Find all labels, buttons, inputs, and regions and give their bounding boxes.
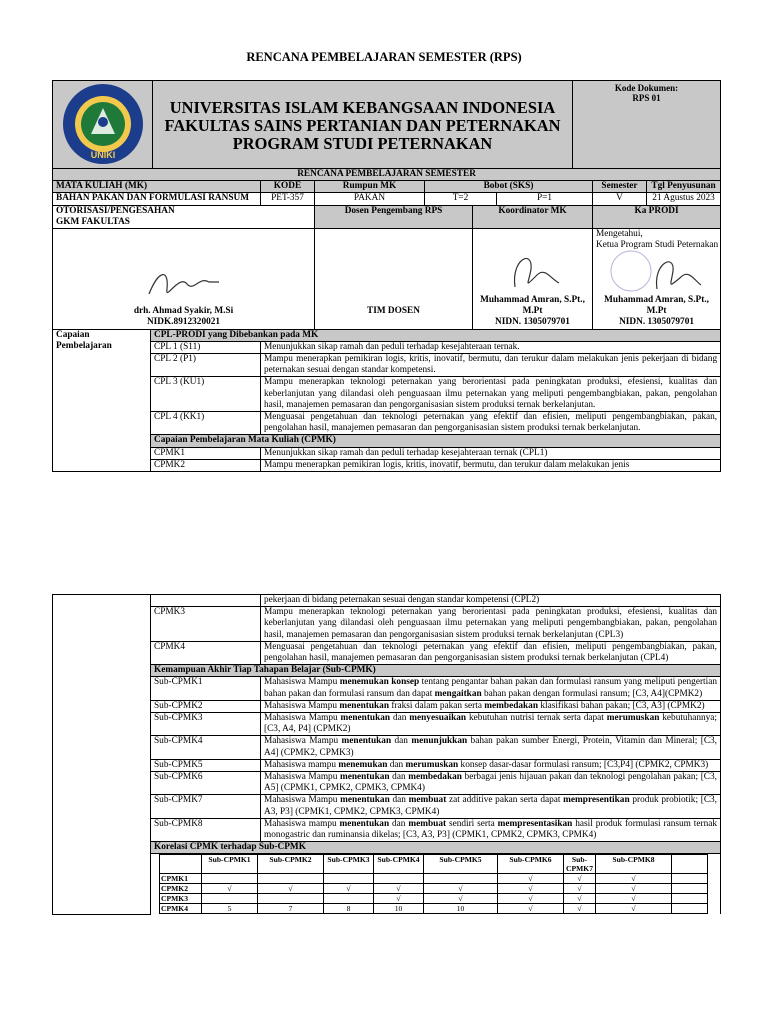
logo-text: UNIKI	[90, 149, 115, 160]
text-run: Mahasiswa Mampu	[264, 700, 340, 711]
text-run: dan	[389, 795, 409, 806]
text-run: fraksi dalam pakan serta	[389, 700, 485, 711]
col-semester: Semester	[593, 181, 647, 193]
stamp-icon	[597, 249, 717, 293]
sub-cpmk-code: Sub-CPMK5	[151, 759, 261, 771]
cpmk-code: CPMK4	[151, 641, 261, 664]
koordinator-label: Koordinator MK	[473, 205, 593, 228]
correlation-title: Korelasi CPMK terhadap Sub-CPMK	[151, 842, 721, 854]
sub-cpmk-text	[261, 677, 721, 700]
corr-cell: √	[564, 894, 596, 904]
cpl-text: Menunjukkan sikap ramah dan peduli terhadap kesejahteraan ternak.	[261, 341, 721, 353]
text-run: Mahasiswa mampu	[264, 759, 339, 770]
otorisasi-label: OTORISASI/PENGESAHAN	[56, 205, 175, 216]
corr-cell: √	[498, 904, 564, 914]
keyword-bold: menentukan	[339, 772, 390, 783]
corr-empty	[672, 855, 708, 874]
sub-cpmk-code: Sub-CPMK8	[151, 818, 261, 841]
corr-cell: √	[498, 874, 564, 884]
keyword-bold: menemukan	[338, 759, 388, 770]
sub-cpmk-code: Sub-CPMK3	[151, 713, 261, 736]
text-run: Mahasiswa Mampu	[264, 736, 342, 747]
header-table	[52, 80, 721, 172]
corr-cell: √	[596, 904, 672, 914]
cpl-text: Menguasai pengetahuan dan teknologi peternakan yang efektif dan efisien, meliputi pengembangbiakan, pakan, pengolahan hasil, manajemen pemasaran dan pengorganisasian sistem produksi ternak berkelanjutan.	[261, 412, 721, 435]
text-run: Mahasiswa Mampu	[264, 795, 341, 806]
corr-header: Sub-CPMK4	[374, 855, 424, 874]
sub-cpmk-code: Sub-CPMK2	[151, 700, 261, 712]
sub-cpmk-text	[261, 736, 721, 759]
corr-cell	[324, 894, 374, 904]
university-logo	[57, 82, 149, 166]
keyword-bold: menentukan	[340, 795, 390, 806]
text-run: Mahasiswa Mampu	[264, 713, 341, 724]
sub-cpmk-code: Sub-CPMK6	[151, 772, 261, 795]
section-title: RENCANA PEMBELAJARAN SEMESTER	[53, 169, 721, 181]
university-name-cell	[153, 81, 573, 172]
keyword-bold: merumuskan	[405, 759, 459, 770]
sub-cpmk-text	[261, 759, 721, 771]
keyword-bold: mempresentasikan	[497, 818, 573, 829]
gkm-signature-cell	[53, 229, 315, 330]
corr-header: Sub-CPMK2	[258, 855, 324, 874]
corr-cell: √	[564, 884, 596, 894]
course-kode: PET-357	[261, 193, 315, 205]
ketua-label: Ketua Program Studi Peternakan	[596, 240, 719, 251]
text-run: Mahasiswa Mampu	[264, 677, 340, 688]
cpl-code: CPL 3 (KU1)	[151, 377, 261, 412]
text-run: hasil produk formulasi ransum ternak monogastric dan ruminansia dikelas; [C3, A3, P3] (CPMK1, CPMK2, CPMK3, CPMK4)	[264, 818, 717, 841]
keyword-bold: mempresentikan	[563, 795, 630, 806]
course-tgl: 21 Agustus 2023	[647, 193, 721, 205]
keyword-bold: merumuskan	[606, 713, 660, 724]
kaprodi-name: Muhammad Amran, S.Pt., M.Pt	[604, 295, 709, 317]
col-kode: KODE	[261, 181, 315, 193]
text-run: bahan pakan dengan formulasi ransum; [C3, A4](CPMK2)	[481, 688, 703, 699]
col-rumpun: Rumpun MK	[315, 181, 425, 193]
keyword-bold: membedakan	[484, 700, 539, 711]
dosen-name: TIM DOSEN	[367, 306, 420, 317]
text-run: dan	[387, 759, 406, 770]
cpl-title: CPL-PRODI yang Dibebankan pada MK	[151, 329, 721, 341]
keyword-bold: menentukan	[341, 736, 392, 747]
sub-cpmk-text	[261, 700, 721, 712]
text-run: dan	[389, 818, 409, 829]
text-run: Mahasiswa mampu	[264, 818, 340, 829]
corr-cell: 5	[202, 904, 258, 914]
corr-cell: 10	[374, 904, 424, 914]
keyword-bold: menyesuaikan	[409, 713, 467, 724]
cpl-code: CPL 4 (KK1)	[151, 412, 261, 435]
corr-corner	[160, 855, 202, 874]
corr-cell: √	[498, 894, 564, 904]
university-line: UNIVERSITAS ISLAM KEBANGSAAN INDONESIA	[169, 98, 556, 117]
text-run: kebutuhannya; [C3, A4, P4] (CPMK2)	[264, 713, 718, 735]
gkm-name: drh. Ahmad Syakir, M.Si	[133, 306, 234, 317]
cpl-text: Mampu menerapkan teknologi peternakan yang berorientasi pada peningkatan produksi, efesiensi, kualitas dan keberlanjutan yang dilandasi oleh penguasaan ilmu peternakan yang meliputi pengembangbiakan, pakan, pengolahan hasil, manajemen pemasaran dan pengorganisasian sistem produksi ternak berkelanjutan.	[261, 377, 721, 412]
keyword-bold: membedakan	[408, 772, 462, 783]
keyword-bold: membuat	[408, 795, 447, 806]
gkm-label: GKM FAKULTAS	[56, 216, 130, 227]
text-run: klasifikasi bahan pakan; [C3, A3] (CPMK2)	[538, 700, 705, 711]
koordinator-id: NIDN. 1305079701	[495, 317, 570, 328]
corr-header: Sub-CPMK1	[202, 855, 258, 874]
col-bobot: Bobot (SKS)	[425, 181, 593, 193]
corr-cell	[374, 874, 424, 884]
text-run: dan	[391, 736, 412, 747]
corr-empty	[672, 874, 708, 884]
keyword-bold: menentukan	[339, 700, 390, 711]
sub-cpmk-code: Sub-CPMK7	[151, 795, 261, 818]
col-tgl: Tgl Penyusunan	[647, 181, 721, 193]
document-title: RENCANA PEMBELAJARAN SEMESTER (RPS)	[246, 50, 522, 64]
rps-table-page1	[52, 168, 721, 472]
kaprodi-label: Ka PRODI	[593, 205, 721, 228]
cpl-code: CPL 1 (S11)	[151, 341, 261, 353]
faculty-line: FAKULTAS SAINS PERTANIAN DAN PETERNAKAN	[164, 116, 561, 135]
corr-cell: √	[324, 884, 374, 894]
signature-icon	[139, 264, 229, 304]
corr-header: Sub-CPMK8	[596, 855, 672, 874]
correlation-wrapper	[151, 854, 721, 915]
cpmk-text: Menunjukkan sikap ramah dan peduli terhadap kesejahteraan ternak (CPL1)	[261, 447, 721, 459]
text-run: sendiri serta	[446, 818, 498, 829]
document-code-label: Kode Dokumen:	[614, 83, 679, 93]
rps-table-page2	[52, 594, 721, 915]
corr-cell: √	[596, 874, 672, 884]
corr-empty	[672, 904, 708, 914]
dosen-signature-cell	[315, 229, 473, 330]
course-rumpun: PAKAN	[315, 193, 425, 205]
correlation-table	[159, 854, 708, 914]
corr-header: Sub-CPMK3	[324, 855, 374, 874]
corr-row-label: CPMK2	[160, 884, 202, 894]
cpmk-text: Menguasai pengetahuan dan teknologi peternakan yang efektif dan efisien, meliputi pengembangbiakan, pakan, pengolahan hasil, manajemen pemasaran dan pengorganisasian sistem produksi ternak berkelanjutan (CPL4)	[261, 641, 721, 664]
corr-cell	[258, 894, 324, 904]
cpmk-title: Capaian Pembelajaran Mata Kuliah (CPMK)	[151, 435, 721, 447]
cpmk-text: Mampu menerapkan pemikiran logis, kritis, inovatif, bermutu, dan terukur dalam melakukan jenis	[261, 459, 721, 471]
text-run: tentang pengantar bahan pakan dan formulasi ransum yang meliputi pengertian bahan pakan dan formulasi ransum dan dapat	[264, 677, 717, 699]
corr-empty	[672, 884, 708, 894]
corr-cell: √	[374, 894, 424, 904]
text-run: produk probiotik; [C3, A3, P3] (CPMK1, CPMK2, CPMK3, CPMK4)	[264, 795, 717, 817]
corr-empty	[672, 894, 708, 904]
corr-cell: √	[424, 894, 498, 904]
text-run: kebutuhan nutrisi ternak serta dapat	[466, 713, 607, 724]
course-name: BAHAN PAKAN DAN FORMULASI RANSUM	[53, 193, 261, 205]
kaprodi-signature-cell	[593, 229, 721, 330]
cpl-code: CPL 2 (P1)	[151, 354, 261, 377]
cpmk-code: CPMK1	[151, 447, 261, 459]
course-teori: T=2	[425, 193, 497, 205]
corr-cell	[202, 874, 258, 884]
corr-cell: 10	[424, 904, 498, 914]
keyword-bold: menemukan konsep	[339, 677, 420, 688]
corr-header: Sub-CPMK6	[498, 855, 564, 874]
sub-cpmk-code: Sub-CPMK1	[151, 677, 261, 700]
document-code-value: RPS 01	[632, 93, 661, 103]
capaian-continued	[53, 595, 151, 915]
corr-cell	[424, 874, 498, 884]
corr-cell: √	[596, 894, 672, 904]
koordinator-name: Muhammad Amran, S.Pt., M.Pt	[480, 295, 585, 317]
keyword-bold: menentukan	[339, 818, 390, 829]
sub-cpmk-text	[261, 795, 721, 818]
keyword-bold: menentukan	[340, 713, 391, 724]
corr-cell: √	[258, 884, 324, 894]
keyword-bold: membuat	[408, 818, 447, 829]
sub-cpmk-text	[261, 772, 721, 795]
sub-cpmk-text	[261, 713, 721, 736]
mengetahui-label: Mengetahui,	[596, 229, 643, 240]
corr-cell: √	[564, 874, 596, 884]
sub-cpmk-title: Kemampuan Akhir Tiap Tahapan Belajar (Sub-CPMK)	[151, 665, 721, 677]
corr-header: Sub-CPMK5	[424, 855, 498, 874]
corr-row-label: CPMK1	[160, 874, 202, 884]
corr-cell: 7	[258, 904, 324, 914]
keyword-bold: menunjukkan	[411, 736, 468, 747]
corr-cell: √	[202, 884, 258, 894]
kaprodi-id: NIDN. 1305079701	[619, 317, 694, 328]
corr-cell	[258, 874, 324, 884]
corr-cell: 8	[324, 904, 374, 914]
cpmk-text: Mampu menerapkan teknologi peternakan yang berorientasi pada peningkatan produksi, efesiensi, kualitas dan keberlanjutan yang dilandasi oleh penguasaan ilmu peternakan yang meliputi pengembangbiakan, pakan, pengolahan hasil, manajemen pemasaran dan pengorganisasian sistem produksi ternak berkelanjutan (CPL3)	[261, 607, 721, 642]
text-run: dan	[390, 713, 410, 724]
corr-cell: √	[374, 884, 424, 894]
sub-cpmk-text	[261, 818, 721, 841]
course-semester: V	[593, 193, 647, 205]
corr-row-label: CPMK4	[160, 904, 202, 914]
corr-cell	[324, 874, 374, 884]
corr-cell: √	[424, 884, 498, 894]
keyword-bold: mengaitkan	[434, 688, 482, 699]
text-run: konsep dasar-dasar formulasi ransum; [C3,P4] (CPMK2, CPMK3)	[458, 759, 709, 770]
corr-cell	[202, 894, 258, 904]
program-line: PROGRAM STUDI PETERNAKAN	[232, 134, 493, 153]
otorisasi-cell	[53, 205, 315, 228]
corr-header: Sub-CPMK7	[564, 855, 596, 874]
corr-cell: √	[498, 884, 564, 894]
cpmk-text: pekerjaan di bidang peternakan sesuai dengan standar kompetensi (CPL2)	[261, 595, 721, 607]
course-praktek: P=1	[497, 193, 593, 205]
text-run: dan	[389, 772, 409, 783]
document-code-cell	[573, 81, 721, 172]
cpmk-code	[151, 595, 261, 607]
logo-cell	[53, 81, 153, 172]
cpmk-code: CPMK3	[151, 607, 261, 642]
text-run: berbagai jenis hijauan pakan dan teknologi pengolahan pakan; [C3, A5] (CPMK1, CPMK2, CPMK3, CPMK4)	[264, 772, 717, 794]
corr-cell: √	[596, 884, 672, 894]
text-run: bahan pakan sumber Energi, Protein, Vitamin dan Mineral; [C3, A4] (CPMK2, CPMK3)	[264, 736, 717, 758]
cpl-text: Mampu menerapkan pemikiran logis, kritis, inovatif, bermutu, dan terukur dalam melakukan jenis pekerjaan di bidang peternakan sesuai dengan standar kompetensi.	[261, 354, 721, 377]
signature-icon	[493, 249, 573, 293]
col-mk: MATA KULIAH (MK)	[53, 181, 261, 193]
text-run: zat additive pakan serta dapat	[446, 795, 564, 806]
corr-cell: √	[564, 904, 596, 914]
corr-row-label: CPMK3	[160, 894, 202, 904]
gkm-id: NIDK.8912320021	[146, 317, 221, 328]
cpmk-code: CPMK2	[151, 459, 261, 471]
capaian-label: Capaian Pembelajaran	[53, 329, 151, 471]
sub-cpmk-code: Sub-CPMK4	[151, 736, 261, 759]
text-run: Mahasiswa Mampu	[264, 772, 340, 783]
koordinator-signature-cell	[473, 229, 593, 330]
dosen-label: Dosen Pengembang RPS	[315, 205, 473, 228]
